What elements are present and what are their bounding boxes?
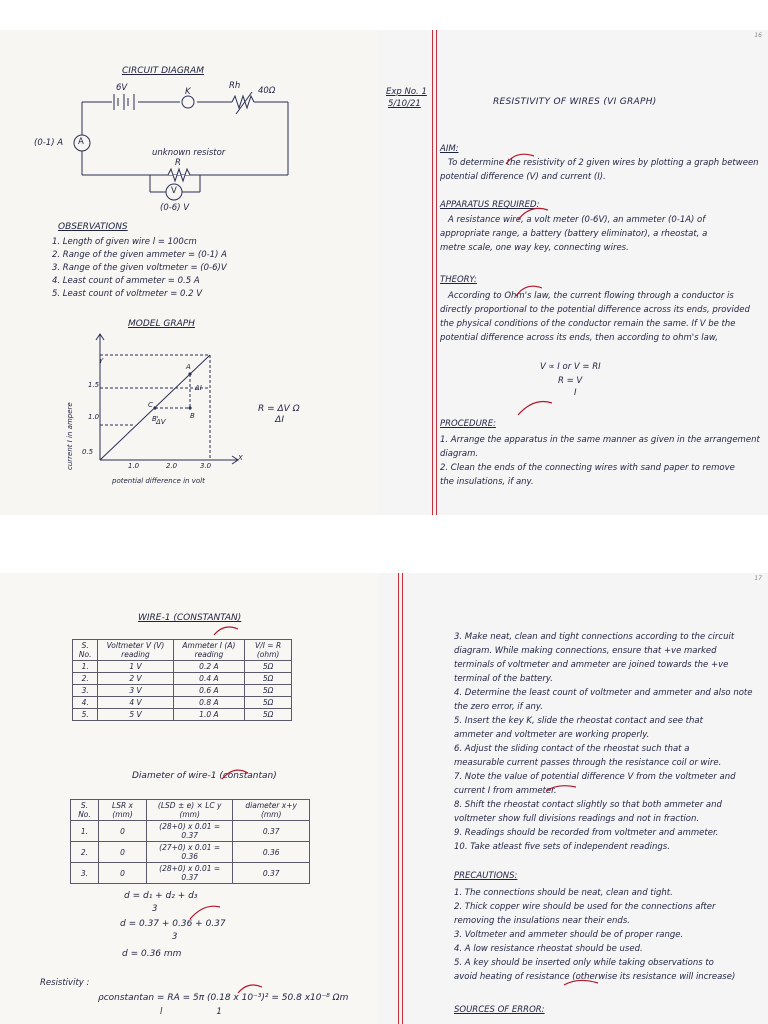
resistance-formula-top: R = V: [558, 376, 583, 386]
column-header: diameter x+y (mm): [233, 800, 310, 821]
rheostat-label: Rh: [229, 81, 241, 91]
procedure-line: current I from ammeter.: [454, 786, 557, 796]
precaution-line: removing the insulations near their ends.: [454, 916, 630, 926]
voltmeter-range: (0-6) V: [160, 203, 190, 213]
table-cell: 0: [98, 821, 146, 842]
table-cell: 2 V: [98, 673, 173, 685]
delta-v-label: ΔV: [156, 418, 166, 426]
observation-item: 4. Least count of ammeter = 0.5 A: [52, 276, 200, 286]
observation-item: 2. Range of the given ammeter = (0-1) A: [52, 250, 227, 260]
table-cell: 0: [98, 842, 146, 863]
table-cell: 1.0 A: [173, 709, 245, 721]
exp-number: Exp No. 1: [386, 87, 427, 97]
table-cell: 0: [98, 863, 146, 884]
red-tick-marks: [378, 573, 768, 1024]
observations-title: OBSERVATIONS: [58, 222, 128, 232]
aim-line: potential difference (V) and current (I).: [440, 172, 606, 182]
resistor-symbol: R: [175, 158, 181, 168]
precaution-line: 4. A low resistance rheostat should be used.: [454, 944, 643, 954]
red-tick-marks: [378, 30, 768, 515]
notebook-page-observations: [0, 573, 378, 1024]
theory-heading: THEORY:: [440, 275, 477, 285]
table-cell: 5 V: [98, 709, 173, 721]
exp-date: 5/10/21: [388, 99, 421, 109]
table-cell: 0.37: [233, 821, 310, 842]
column-header: (LSD ± e) × LC y (mm): [147, 800, 233, 821]
table-cell: 4.: [73, 697, 98, 709]
procedure-line: terminal of the battery.: [454, 674, 553, 684]
y-tick: 0.5: [82, 448, 94, 456]
apparatus-line: appropriate range, a battery (battery eliminator), a rheostat, a: [440, 229, 708, 239]
column-header: Voltmeter V (V) reading: [98, 640, 173, 661]
table-cell: 1.: [71, 821, 99, 842]
apparatus-heading: APPARATUS REQUIRED:: [440, 200, 540, 210]
red-tick-marks: [0, 573, 378, 1024]
table-cell: (28+0) x 0.01 = 0.37: [147, 863, 233, 884]
procedure-line: 7. Note the value of potential difference V from the voltmeter and: [454, 772, 736, 782]
table-title: WIRE-1 (CONSTANTAN): [138, 613, 242, 623]
table-cell: 2.: [73, 673, 98, 685]
precaution-line: 1. The connections should be neat, clean and tight.: [454, 888, 673, 898]
x-tick: 2.0: [166, 462, 178, 470]
procedure-line: 9. Readings should be recorded from voltmeter and ammeter.: [454, 828, 719, 838]
observation-item: 1. Length of given wire l = 100cm: [52, 237, 197, 247]
exp-title: RESISTIVITY OF WIRES (VI GRAPH): [493, 97, 657, 107]
resistivity-equation: ρconstantan = RA = 5π (0.18 x 10⁻³)² = 50.8 x10⁻⁸ Ωm: [98, 993, 349, 1003]
diameter-formula: d = d₁ + d₂ + d₃: [124, 891, 198, 901]
precaution-line: avoid heating of resistance (otherwise its resistance will increase): [454, 972, 736, 982]
table-cell: 5Ω: [245, 673, 292, 685]
x-tick: 1.0: [128, 462, 140, 470]
precaution-line: 3. Voltmeter and ammeter should be of proper range.: [454, 930, 684, 940]
procedure-line: 5. Insert the key K, slide the rheostat contact and see that: [454, 716, 703, 726]
procedure-line: 10. Take atleast five sets of independent readings.: [454, 842, 670, 852]
procedure-line: ammeter and voltmeter are working properly.: [454, 730, 650, 740]
procedure-line: the insulations, if any.: [440, 477, 534, 487]
battery-label: 6V: [116, 83, 128, 93]
table-cell: (28+0) x 0.01 = 0.37: [147, 821, 233, 842]
page-gap: [0, 515, 768, 573]
theory-line: potential difference across its ends, then according to ohm's law,: [440, 333, 718, 343]
x-tick: 3.0: [200, 462, 212, 470]
precautions-heading: PRECAUTIONS:: [454, 871, 518, 881]
point-a: A: [186, 363, 191, 371]
point-b-prime: B': [152, 415, 159, 423]
table-cell: 0.4 A: [173, 673, 245, 685]
precaution-line: 2. Thick copper wire should be used for the connections after: [454, 902, 716, 912]
theory-line: According to Ohm's law, the current flowing through a conductor is: [448, 291, 734, 301]
table-cell: (27+0) x 0.01 = 0.36: [147, 842, 233, 863]
table-cell: 0.6 A: [173, 685, 245, 697]
table-cell: 2.: [71, 842, 99, 863]
table-cell: 0.8 A: [173, 697, 245, 709]
point-b: B: [190, 412, 195, 420]
unknown-resistor-label: unknown resistor: [152, 148, 226, 158]
circuit-title: CIRCUIT DIAGRAM: [122, 66, 204, 76]
apparatus-line: metre scale, one way key, connecting wires.: [440, 243, 629, 253]
rheostat-value: 40Ω: [258, 86, 276, 96]
procedure-line: 1. Arrange the apparatus in the same manner as given in the arrangement: [440, 435, 760, 445]
aim-line: To determine the resistivity of 2 given wires by plotting a graph between: [448, 158, 759, 168]
table-cell: 0.36: [233, 842, 310, 863]
table-cell: 5Ω: [245, 685, 292, 697]
table-cell: 1.: [73, 661, 98, 673]
graph-x-label: potential difference in volt: [112, 477, 205, 485]
procedure-line: voltmeter show full divisions readings and not in fraction.: [454, 814, 700, 824]
procedure-line: diagram.: [440, 449, 479, 459]
table-cell: 5Ω: [245, 697, 292, 709]
voltmeter-symbol: V: [171, 186, 177, 196]
notebook-page-circuit: [0, 30, 378, 515]
procedure-line: terminals of voltmeter and ammeter are joined towards the +ve: [454, 660, 729, 670]
observation-item: 3. Range of the given voltmeter = (0-6)V: [52, 263, 227, 273]
table-cell: 0.2 A: [173, 661, 245, 673]
sources-of-error-heading: SOURCES OF ERROR:: [454, 1005, 545, 1015]
delta-i-label: ΔI: [195, 384, 202, 392]
column-header: LSR x (mm): [98, 800, 146, 821]
resistivity-label: Resistivity :: [40, 978, 90, 988]
table-cell: 0.37: [233, 863, 310, 884]
procedure-line: 8. Shift the rheostat contact slightly so that both ammeter and: [454, 800, 722, 810]
procedure-line: 2. Clean the ends of the connecting wires with sand paper to remove: [440, 463, 735, 473]
procedure-line: 3. Make neat, clean and tight connections according to the circuit: [454, 632, 735, 642]
page-number: 16: [754, 32, 762, 39]
column-header: Ammeter I (A) reading: [173, 640, 245, 661]
graph-y-label: current I in ampere: [66, 402, 74, 470]
y-tick: 1.5: [88, 381, 100, 389]
graph-x-axis-letter: X: [238, 454, 243, 462]
procedure-line: measurable current passes through the resistance coil or wire.: [454, 758, 722, 768]
resistance-formula: R = ΔV Ω ΔI: [258, 404, 300, 425]
y-tick: 1.0: [88, 413, 100, 421]
point-c: C: [148, 401, 153, 409]
column-header: V/I = R (ohm): [245, 640, 292, 661]
theory-line: directly proportional to the potential difference across its ends, provided: [440, 305, 750, 315]
resistance-formula-bottom: I: [574, 388, 577, 398]
diameter-result: d = 0.36 mm: [122, 949, 182, 959]
graph-y-axis-letter: Y: [99, 357, 104, 365]
table-cell: 4 V: [98, 697, 173, 709]
apparatus-line: A resistance wire, a volt meter (0-6V), an ammeter (0-1A) of: [448, 215, 706, 225]
observation-item: 5. Least count of voltmeter = 0.2 V: [52, 289, 203, 299]
column-header: S. No.: [71, 800, 99, 821]
graph-title: MODEL GRAPH: [128, 319, 195, 329]
ammeter-range: (0-1) A: [34, 138, 64, 148]
table-cell: 3 V: [98, 685, 173, 697]
table-cell: 5Ω: [245, 709, 292, 721]
procedure-line: 6. Adjust the sliding contact of the rheostat such that a: [454, 744, 690, 754]
notebook-page-procedure: [378, 573, 768, 1024]
circuit-diagram: [0, 30, 378, 220]
procedure-line: 4. Determine the least count of voltmeter and ammeter and also note: [454, 688, 753, 698]
key-label: K: [185, 87, 191, 97]
observations-list: [52, 236, 227, 301]
ammeter-symbol: A: [78, 137, 84, 147]
diameter-title: Diameter of wire-1 (constantan): [132, 771, 277, 781]
procedure-line: the zero error, if any.: [454, 702, 544, 712]
table-cell: 5Ω: [245, 661, 292, 673]
diameter-substitution: d = 0.37 + 0.36 + 0.37: [120, 919, 226, 929]
table-cell: 5.: [73, 709, 98, 721]
precaution-line: 5. A key should be inserted only while taking observations to: [454, 958, 714, 968]
procedure-line: diagram. While making connections, ensure that +ve marked: [454, 646, 717, 656]
ohm-formula: V ∝ I or V = RI: [540, 362, 601, 372]
notebook-page-aim: [378, 30, 768, 515]
column-header: S. No.: [73, 640, 98, 661]
diameter-substitution-denominator: 3: [172, 932, 178, 942]
diameter-formula-denominator: 3: [152, 904, 158, 914]
page-number: 17: [754, 575, 762, 582]
table-cell: 1 V: [98, 661, 173, 673]
resistivity-equation-denominator: l 1: [160, 1007, 222, 1017]
table-cell: 3.: [71, 863, 99, 884]
procedure-heading: PROCEDURE:: [440, 419, 496, 429]
aim-heading: AIM:: [440, 144, 459, 154]
theory-line: the physical conditions of the conductor remain the same. If V be the: [440, 319, 736, 329]
table-cell: 3.: [73, 685, 98, 697]
